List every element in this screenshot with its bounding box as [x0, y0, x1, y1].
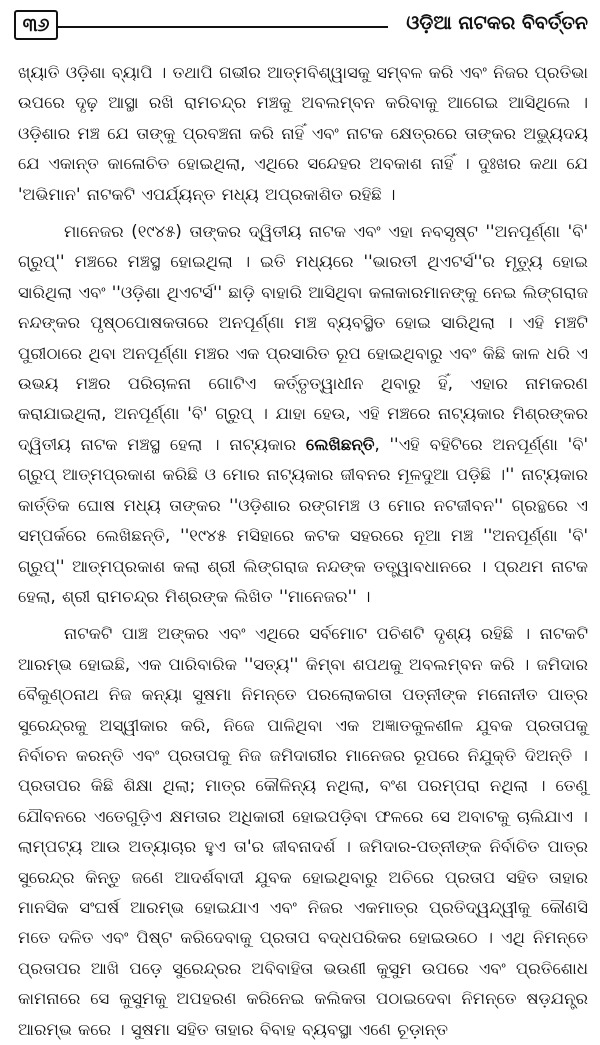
paragraph-3-text: ନାଟକଟି ପାଞ୍ଚ ଅଙ୍କର ଏବଂ ଏଥିରେ ସର୍ବମୋଟ ପଚିଶଟି ଦୃଶ୍ୟ ରହିଛି । ନାଟକଟି ଆରମ୍ଭ ହୋଇଛି, ଏକ ପାରିବାରିକ ''ସତ୍ୟ'' କିମ୍ବା ଶପଥକୁ ଅବଲମ୍ବନ କରି । ଜମିଦାର ବୈକୁଣ୍ଠନାଥ ନିଜ କନ୍ୟା ସୁଷମା ନିମନ୍ତେ ପରଲୋକଗତା ପତ୍ନୀଙ୍କ ମନୋନୀତ ପାତ୍ର ସୁରେନ୍ଦ୍ରକୁ ଅସ୍ୱୀକାର କରି, ନିଜେ ପାଳିଥିବା ଏକ ଅଜ୍ଞାତକୁଳଶୀଳ ଯୁବକ ପ୍ରତାପକୁ ନିର୍ବାଚନ କରନ୍ତି ଏବଂ ପ୍ରତାପକୁ ନିଜ ଜମିଦାରୀର ମାନେଜର ରୂପରେ ନିଯୁକ୍ତି ଦିଅନ୍ତି । ପ୍ରତାପର କିଛି ଶିକ୍ଷା ଥିଲା; ମାତ୍ର କୌଳିନ୍ୟ ନଥିଲା, ବଂଶ ପରମ୍ପରା ନଥିଲା । ତେଣୁ ଯୌବନରେ ଏତେଗୁଡ଼ିଏ କ୍ଷମତାର ଅଧିକାରୀ ହୋଇପଡ଼ିବା ଫଳରେ ସେ ଅବାଟକୁ ଚାଲିଯାଏ । ଲାମ୍ପଟ୍ୟ ଆଉ ଅତ୍ୟାଚାର ହୁଏ ତା'ର ଜୀବନାଦର୍ଶ । ଜମିଦାର-ପତ୍ନୀଙ୍କ ନିର୍ବାଚିତ ପାତ୍ର ସୁରେନ୍ଦ୍ର କିନ୍ତୁ ଜଣେ ଆଦର୍ଶବାଦୀ ଯୁବକ ହୋଇଥିବାରୁ ଅଚିରେ ପ୍ରତାପ ସହିତ ତାହାର ମାନସିକ ସଂଘର୍ଷ ଆରମ୍ଭ ହୋଇଯାଏ ଏବଂ ନିଜର ଏକମାତ୍ର ପ୍ରତିଦ୍ୱନ୍ଦ୍ୱୀକୁ କୌଣସି ମତେ ଦଳିତ ଏବଂ ପିଷ୍ଟ କରିଦେବାକୁ ପ୍ରତାପ ବଦ୍ଧପରିକର ହୋଇଉଠେ । ଏଥି ନିମନ୍ତେ ପ୍ରତାପର ଆଖି ପଡ଼େ ସୁରେନ୍ଦ୍ରର ଅବିବାହିତା ଭଉଣୀ କୁସୁମ ଉପରେ ଏବଂ ପ୍ରତିଶୋଧ କାମନାରେ ସେ କୁସୁମକୁ ଅପହରଣ କରିନେଇ କଲିକତା ପଠାଇଦେବା ନିମନ୍ତେ ଷଡ଼ଯନ୍ତ୍ର ଆରମ୍ଭ କରେ । ସୁଷମା ସହିତ ତାହାର ବିବାହ ବ୍ୟବସ୍ଥା ଏଣେ ଚୂଡ଼ାନ୍ତ	[18, 624, 588, 1039]
paragraph-2-bold-word: ଲେଖିଛନ୍ତି	[305, 434, 375, 454]
page-number: ୩୬	[14, 10, 58, 40]
page-header	[14, 10, 588, 44]
page-body	[18, 58, 588, 1039]
paragraph-1-text: ଖ୍ୟାତି ଓଡ଼ିଶା ବ୍ୟାପି । ତଥାପି ଗଭୀର ଆତ୍ମବିଶ୍ୱାସକୁ ସମ୍ବଳ କରି ଏବଂ ନିଜର ପ୍ରତିଭା ଉପରେ ଦୃଢ଼ ଆସ୍ଥା ରଖି ରାମଚନ୍ଦ୍ର ମଞ୍ଚକୁ ଅବଲମ୍ବନ କରିବାକୁ ଆଗେଇ ଆସିଥିଲେ । ଓଡ଼ିଶାର ମଞ୍ଚ ଯେ ତାଙ୍କୁ ପ୍ରବଞ୍ଚନା କରି ନାହିଁ ଏବଂ ନାଟକ କ୍ଷେତ୍ରରେ ତାଙ୍କର ଅଭ୍ୟୁଦୟ ଯେ ଏକାନ୍ତ କାଳୋଚିତ ହୋଇଥିଲା, ଏଥିରେ ସନ୍ଦେହର ଅବକାଶ ନାହିଁ । ଦୁଃଖର କଥା ଯେ 'ଅଭିମାନ' ନାଟକଟି ଏପର୍ଯ୍ୟନ୍ତ ମଧ୍ୟ ଅପ୍ରକାଶିତ ରହିଛି ।	[18, 63, 588, 204]
paragraph-2-text-b: , ''ଏହି ବହିଟିରେ ଅନପୂର୍ଣ୍ଣା 'ବି' ଗ୍ରୁପ୍ ଆତ୍ମପ୍ରକାଶ କରିଛି ଓ ମୋର ନାଟ୍ୟକାର ଜୀବନର ମୂଳଦୁଆ ପଡ଼ିଛି ।'' ନାଟ୍ୟକାର କାର୍ତ୍ତିକ ଘୋଷ ମଧ୍ୟ ତାଙ୍କର ''ଓଡ଼ିଶାର ରଙ୍ଗମଞ୍ଚ ଓ ମୋର ନଟଜୀବନ'' ଗ୍ରନ୍ଥରେ ଏ ସମ୍ପର୍କରେ ଲେଖିଛନ୍ତି, ''୧୯୪୫ ମସିହାରେ କଟକ ସହରରେ ନୂଆ ମଞ୍ଚ ''ଅନପୂର୍ଣ୍ଣା 'ବି' ଗ୍ରୁପ୍'' ଆତ୍ମପ୍ରକାଶ କଲା ଶ୍ରୀ ଲିଙ୍ଗରାଜ ନନ୍ଦଙ୍କ ତତ୍ତ୍ୱାବଧାନରେ । ପ୍ରଥମ ନାଟକ ହେଲା, ଶ୍ରୀ ରାମଚନ୍ଦ୍ର ମିଶ୍ରଙ୍କ ଲିଖିତ ''ମାନେଜର'' ।	[18, 434, 588, 606]
header-rule	[58, 26, 388, 28]
paragraph-1	[18, 58, 588, 210]
paragraph-2	[18, 217, 588, 612]
running-title: ଓଡ଼ିଆ ନାଟକର ବିବର୍ତ୍ତନ	[406, 12, 588, 34]
paragraph-2-text-a: ମାନେଜର (୧୯୪୫) ତାଙ୍କର ଦ୍ୱିତୀୟ ନାଟକ ଏବଂ ଏହା ନବସୃଷ୍ଟ ''ଅନପୂର୍ଣ୍ଣା 'ବି' ଗ୍ରୁପ୍'' ମଞ୍ଚରେ ମଞ୍ଚସ୍ଥ ହୋଇଥିଲା । ଇତି ମଧ୍ୟରେ ''ଭାରତୀ ଥିଏଟର୍ସ''ର ମୃତ୍ୟୁ ହୋଇ ସାରିଥିଲା ଏବଂ ''ଓଡ଼ିଶା ଥିଏଟର୍ସ'' ଛାଡ଼ି ବାହାରି ଆସିଥିବା କଳାକାରମାନଙ୍କୁ ନେଇ ଲିଙ୍ଗରାଜ ନନ୍ଦଙ୍କର ପୃଷ୍ଠପୋଷକତାରେ ଅନପୂର୍ଣ୍ଣା ମଞ୍ଚ ବ୍ୟବସ୍ଥିତ ହୋଇ ସାରିଥିଲା । ଏହି ମଞ୍ଚଟି ପୁରୀଠାରେ ଥିବା ଅନପୂର୍ଣ୍ଣା ମଞ୍ଚର ଏକ ପ୍ରସାରିତ ରୂପ ହୋଇଥିବାରୁ ଏବଂ କିଛି କାଳ ଧରି ଏ ଉଭୟ ମଞ୍ଚର ପରିଚାଳନା ଗୋଟିଏ କର୍ତ୍ତୃତ୍ୱାଧୀନ ଥିବାରୁ ହିଁ, ଏହାର ନାମକରଣ କରାଯାଇଥିଲା, ଅନପୂର୍ଣ୍ଣା 'ବି' ଗ୍ରୁପ୍ । ଯାହା ହେଉ, ଏହି ମଞ୍ଚରେ ନାଟ୍ୟକାର ମିଶ୍ରଙ୍କର ଦ୍ୱିତୀୟ ନାଟକ ମଞ୍ଚସ୍ଥ ହେଲା । ନାଟ୍ୟକାର	[18, 222, 588, 454]
paragraph-3	[18, 619, 588, 1045]
